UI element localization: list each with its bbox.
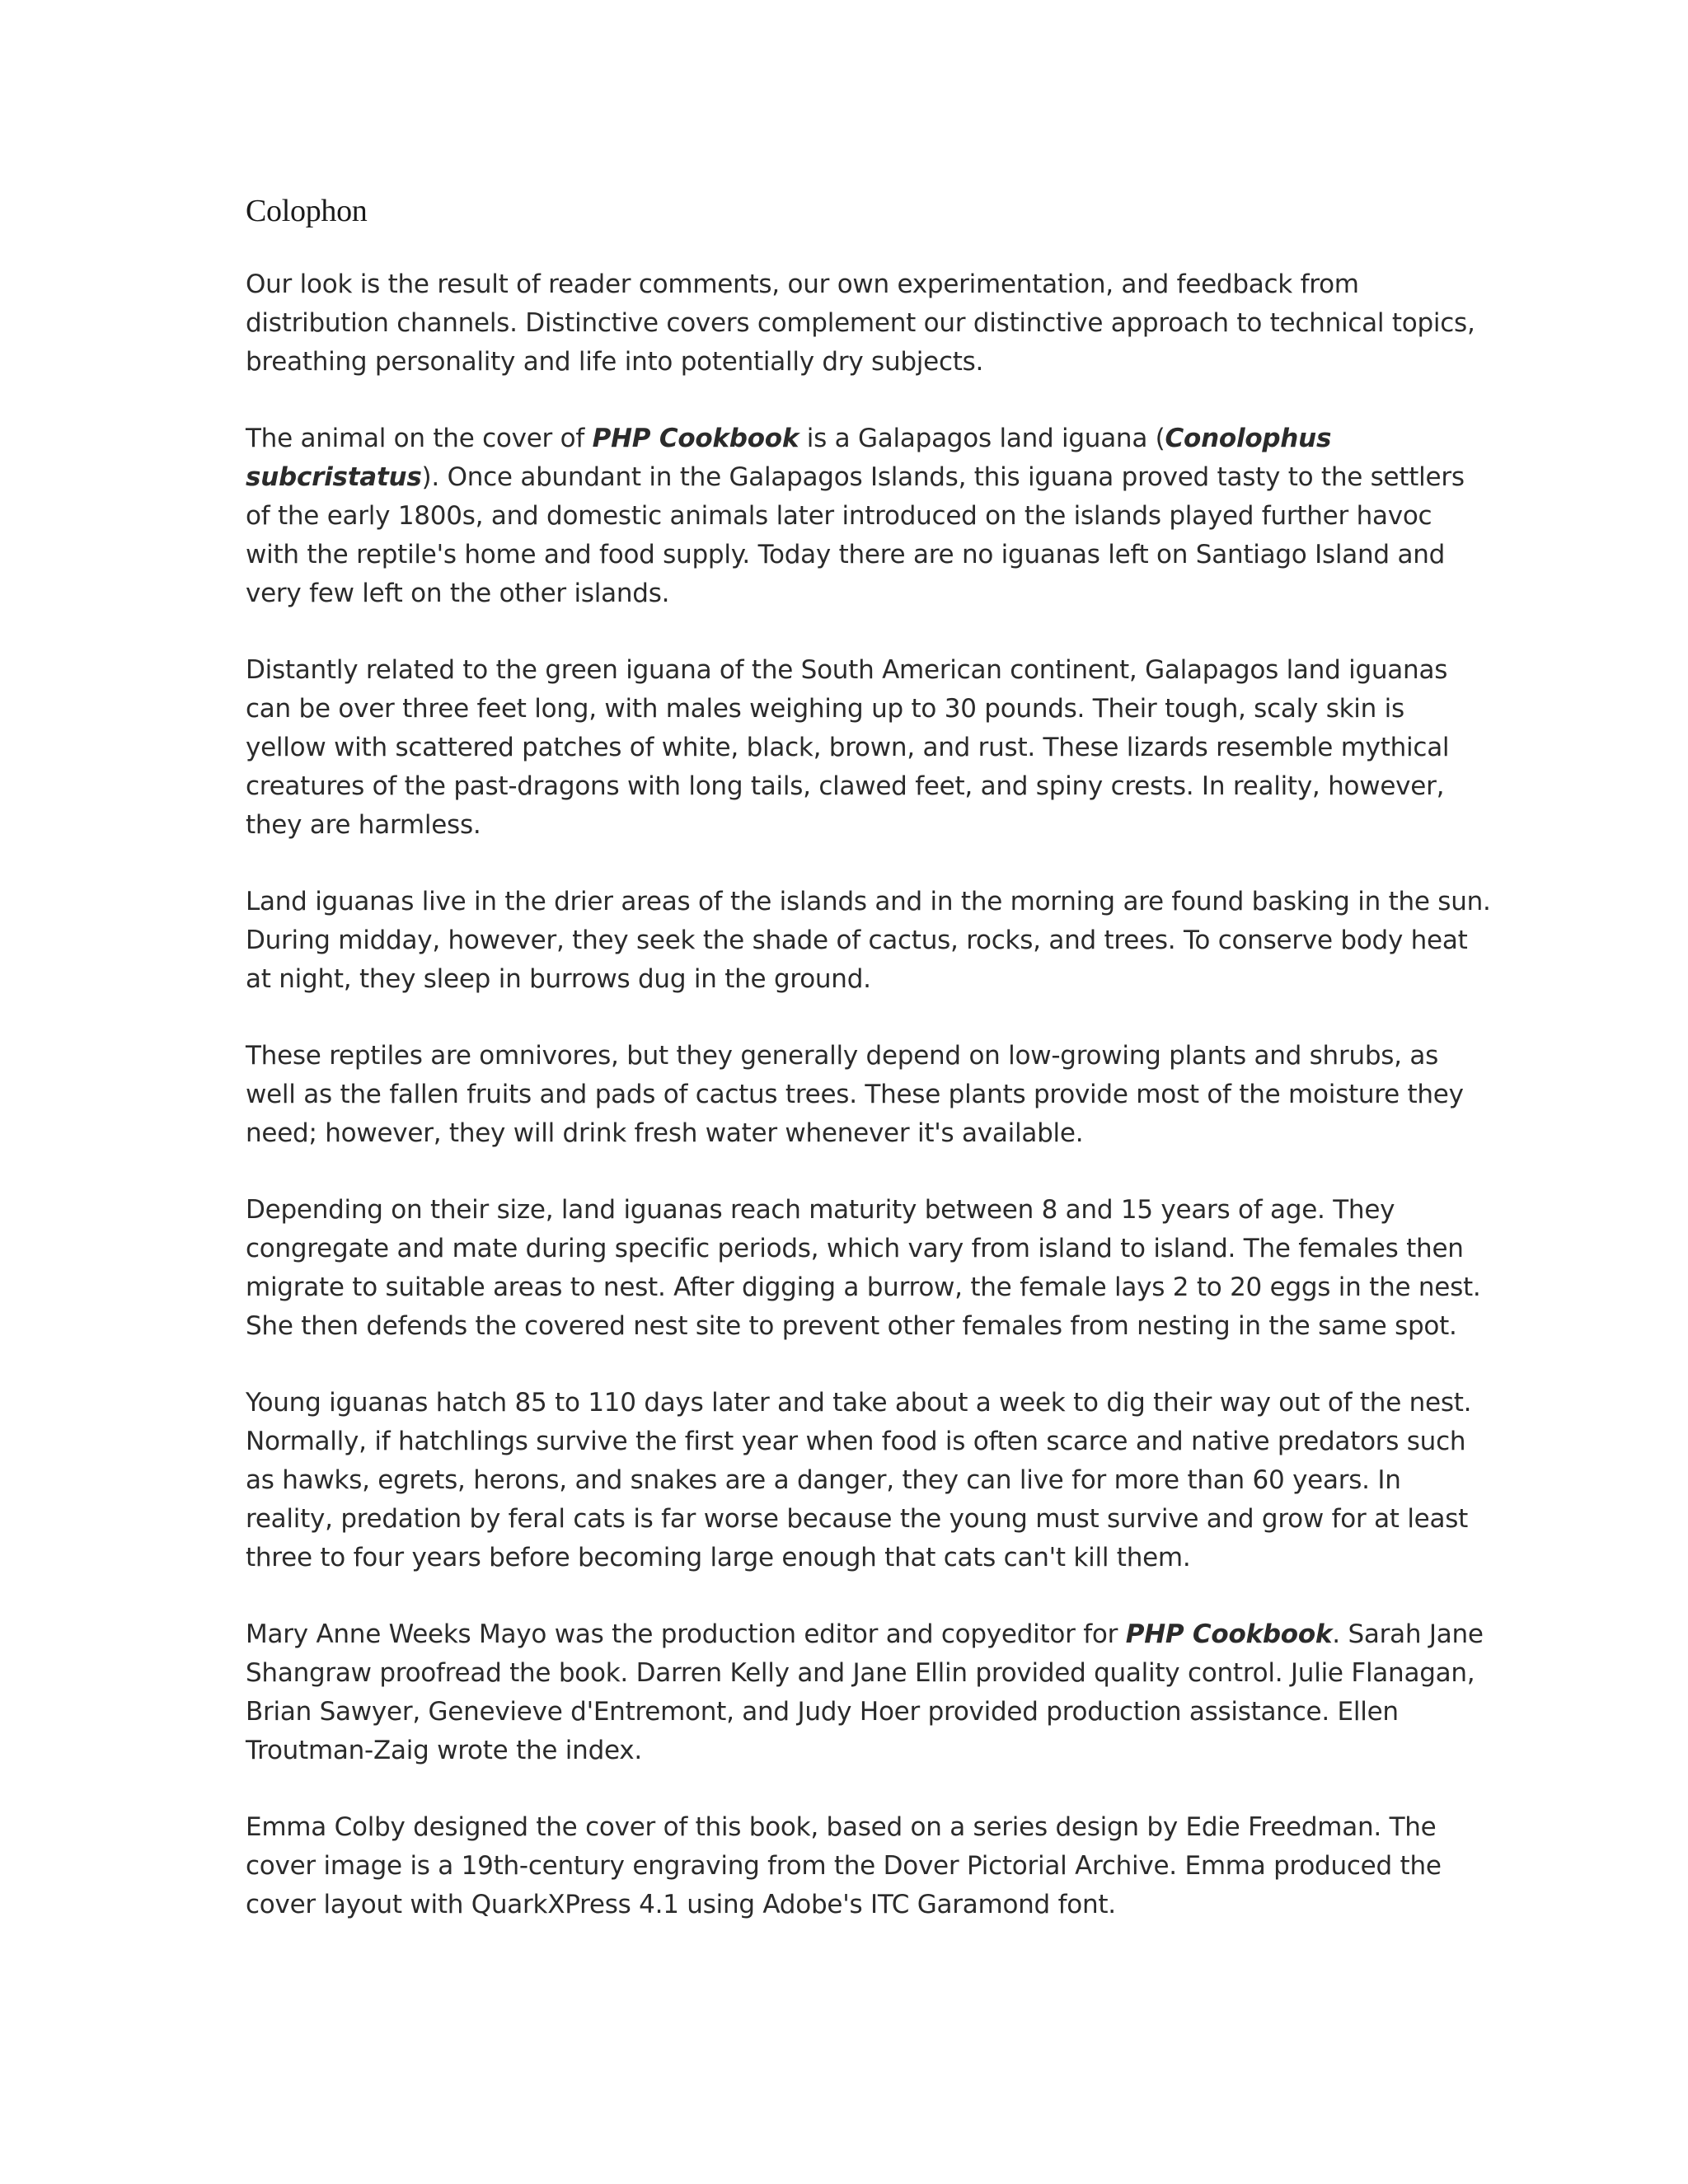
paragraph-maturity: Depending on their size, land iguanas reach maturity between 8 and 15 years of age. They congregate and mate during specific periods, which vary from island to island. The females then migrate to suitable areas to nest. After digging a burrow, the female lays 2 to 20 eggs in the nest. She then defends the covered nest site to prevent other females from nesting in the same spot. — [246, 1195, 1481, 1341]
text-segment: Mary Anne Weeks Mayo was the production editor and copyeditor for — [246, 1619, 1126, 1649]
paragraph-production-credits — [246, 1615, 1492, 1770]
text-segment: . Sarah Jane Shangraw proofread the book. Darren Kelly and Jane Ellin provided quality control. Julie Flanagan, Brian Sawyer, Genevieve d'Entremont, and Judy Hoer provided production assistance. Ellen Troutman-Zaig wrote the index. — [246, 1619, 1484, 1765]
page-title: Colophon — [246, 194, 368, 228]
paragraph-cover-animal — [246, 419, 1492, 613]
text-segment: is a Galapagos land iguana ( — [799, 424, 1165, 453]
text-segment: ). Once abundant in the Galapagos Islands, this iguana proved tasty to the settlers of the early 1800s, and domestic animals later introduced on the islands played further havoc with the reptile's home and food supply. Today there are no iguanas left on Santiago Island and very few left on the other islands. — [246, 462, 1465, 608]
book-title: PHP Cookbook — [592, 424, 799, 453]
paragraph-description: Distantly related to the green iguana of the South American continent, Galapagos land iguanas can be over three feet long, with males weighing up to 30 pounds. Their tough, scaly skin is yellow with scattered patches of white, black, brown, and rust. These lizards resemble mythical creatures of the past-dragons with long tails, clawed feet, and spiny crests. In reality, however, they are harmless. — [246, 655, 1450, 840]
paragraph-diet: These reptiles are omnivores, but they generally depend on low-growing plants and shrubs, as well as the fallen fruits and pads of cactus trees. These plants provide most of the moisture they need; however, they will drink fresh water whenever it's available. — [246, 1041, 1464, 1148]
text-segment: The animal on the cover of — [246, 424, 593, 453]
species-name: Conolophus subcristatus — [246, 424, 1332, 492]
colophon-page — [246, 188, 1492, 1962]
paragraph-hatchlings: Young iguanas hatch 85 to 110 days later and take about a week to dig their way out of the nest. Normally, if hatchlings survive the first year when food is often scarce and native predators such as hawks, egrets, herons, and snakes are a danger, they can live for more than 60 years. In reality, predation by feral cats is far worse because the young must survive and grow for at least three to four years before becoming large enough that cats can't kill them. — [246, 1388, 1472, 1572]
paragraph-habitat: Land iguanas live in the drier areas of the islands and in the morning are found basking in the sun. During midday, however, they seek the shade of cactus, rocks, and trees. To conserve body heat at night, they sleep in burrows dug in the ground. — [246, 887, 1491, 994]
paragraph-look: Our look is the result of reader comments, our own experimentation, and feedback from distribution channels. Distinctive covers complement our distinctive approach to technical topics, breathing personality and life into potentially dry subjects. — [246, 269, 1475, 377]
book-title: PHP Cookbook — [1125, 1619, 1333, 1649]
paragraph-cover-design: Emma Colby designed the cover of this book, based on a series design by Edie Freedman. The cover image is a 19th-century engraving from the Dover Pictorial Archive. Emma produced the cover layout with QuarkXPress 4.1 using Adobe's ITC Garamond font. — [246, 1812, 1442, 1919]
